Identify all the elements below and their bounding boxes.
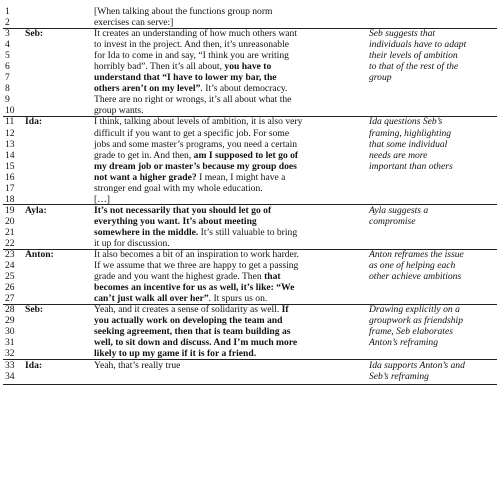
plain-text: There are no right or wrongs, it’s all about what the [94,94,292,106]
transcript-line [5,105,495,116]
line-number: 2 [5,17,10,29]
transcript-line [5,50,495,61]
plain-text: I think, talking about levels of ambition, it is also very [94,116,303,128]
utterance-text [94,194,110,205]
line-number: 26 [5,282,15,294]
utterance-text [94,116,302,127]
utterance-text [94,50,289,61]
speaker-label: Ayla: [25,204,47,216]
line-number: 34 [5,370,15,382]
emphasized-text: becomes an incentive for us as well, it’s like: “We [94,282,295,294]
line-number: 32 [5,348,15,360]
utterance-text [94,139,297,150]
utterance-text [94,282,294,293]
plain-text: it up for discussion. [94,237,170,249]
analytic-comment: as one of helping each [369,260,456,272]
line-number: 13 [5,138,15,150]
analytic-comment: important than others [369,160,453,172]
line-number: 30 [5,326,15,338]
transcript-line [5,116,495,127]
analytic-comment: Drawing explicitly on a [369,304,460,316]
transcript-line [5,348,495,359]
analytic-comment: their levels of ambition [369,50,458,62]
line-number: 28 [5,304,15,316]
plain-text: difficult if you want to get a specific job. For some [94,127,290,139]
plain-text: Yeah, that’s really true [94,359,181,371]
transcript-line [5,315,495,326]
emphasized-text: not want a higher grade? [94,171,197,183]
line-number: 10 [5,105,15,117]
transcript-line [5,249,495,260]
transcript-line [5,337,495,348]
transcript-line [5,150,495,161]
emphasized-text: my dream job or master’s because my group does [94,160,297,172]
utterance-text [94,94,291,105]
speaker-label: Seb: [25,304,44,316]
analytic-comment: individuals have to adapt [369,39,467,51]
line-number: 14 [5,149,15,161]
plain-text: It’s still valuable to bring [198,226,298,238]
utterance-text [94,337,297,348]
utterance-text [94,271,281,282]
analytic-comment: Ayla suggests a [369,204,429,216]
plain-text: I mean, I might have a [196,171,286,183]
emphasized-text: If [281,304,289,316]
plain-text: group wants. [94,105,144,117]
utterance-text [94,183,263,194]
analytic-comment: Ida supports Anton’s and [369,359,465,371]
utterance-text [94,293,267,304]
transcript-line [5,161,495,172]
turn-divider [3,304,497,305]
transcript-line [5,183,495,194]
line-number: 1 [5,6,10,17]
utterance-text [94,249,299,260]
analytic-comment: Ida questions Seb’s [369,116,443,128]
emphasized-text: others aren’t on my level” [94,83,201,95]
transcript-line [5,371,495,382]
transcript-line [5,260,495,271]
transcript-line [5,304,495,315]
plain-text: Yeah, and it creates a sense of solidarity as well. [94,304,282,316]
transcript-line [5,238,495,249]
emphasized-text: you actually work on developing the team and [94,315,283,327]
line-number: 12 [5,127,15,139]
utterance-text [94,227,297,238]
line-number: 27 [5,293,15,305]
line-number: 11 [5,116,15,128]
utterance-text [94,28,297,39]
transcript-line [5,326,495,337]
plain-text: jobs and some master’s programs, you need a certain [94,138,298,150]
analytic-comment: other achieve ambitions [369,271,462,283]
analytic-comment: groupwork as friendship [369,315,463,327]
turn-divider [3,359,497,360]
utterance-text [94,150,298,161]
line-number: 29 [5,315,15,327]
plain-text: to invest in the project. And then, it’s unreasonable [94,39,290,51]
emphasized-text: understand that “I have to lower my bar, the [94,72,277,84]
analytic-comment: that some individual [369,138,448,150]
utterance-text [94,17,173,28]
utterance-text [94,216,257,227]
line-number: 6 [5,61,10,73]
analytic-comment: framing, highlighting [369,127,452,139]
line-number: 19 [5,204,15,216]
speaker-label: Ida: [25,116,43,128]
analytic-comment: Anton’s reframing [369,337,439,349]
speaker-label: Seb: [25,28,44,40]
transcript-line [5,28,495,39]
line-number: 17 [5,182,15,194]
utterance-text [94,205,271,216]
plain-text: . It spurs us on. [208,293,268,305]
utterance-text [94,105,144,116]
utterance-text [94,172,285,183]
plain-text: [When talking about the functions group norm [94,6,273,17]
analytic-comment: frame, Seb elaborates [369,326,453,338]
turn-divider [3,28,497,29]
line-number: 15 [5,160,15,172]
emphasized-text: It’s not necessarily that you should let go of [94,204,272,216]
plain-text: exercises can serve:] [94,17,174,29]
line-number: 25 [5,271,15,283]
transcript-line [5,61,495,72]
transcript-line [5,39,495,50]
plain-text: . It’s about democracy. [200,83,288,95]
utterance-text [94,39,289,50]
plain-text: for Ida to come in and say, “I think you are writing [94,50,289,62]
transcript-line [5,139,495,150]
transcript-line [5,227,495,238]
emphasized-text: you have to [224,61,272,73]
transcript-line [5,72,495,83]
line-number: 33 [5,359,15,371]
emphasized-text: somewhere in the middle. [94,226,199,238]
speaker-label: Anton: [25,249,54,261]
utterance-text [94,260,298,271]
emphasized-text: well, to sit down and discuss. And I’m much more [94,337,298,349]
line-number: 22 [5,237,15,249]
utterance-text [94,360,180,371]
plain-text: grade and you want the highest grade. Then [94,271,265,283]
line-number: 23 [5,249,15,261]
plain-text: It creates an understanding of how much others want [94,28,298,40]
utterance-text [94,61,271,72]
line-number: 21 [5,226,15,238]
emphasized-text: likely to up my game if it is for a friend. [94,348,257,360]
emphasized-text: am I supposed to let go of [193,149,299,161]
line-number: 7 [5,72,10,84]
transcript-line [5,83,495,94]
utterance-text [94,348,256,359]
line-number: 3 [5,28,10,40]
transcript-line [5,271,495,282]
transcript-line [5,94,495,105]
transcript-lines [5,6,495,382]
utterance-text [94,304,289,315]
line-number: 9 [5,94,10,106]
transcript-line [5,6,495,17]
turn-divider [3,116,497,117]
line-number: 16 [5,171,15,183]
speaker-label: Ida: [25,359,43,371]
transcript-line [5,128,495,139]
analytic-comment: to that of the rest of the [369,61,459,73]
turn-divider [3,249,497,250]
analytic-comment: Seb’s reframing [369,370,429,382]
plain-text: horribly bad”. Then it’s all about, [94,61,225,73]
analytic-comment: group [369,72,392,84]
transcript-line [5,17,495,28]
analytic-comment: needs are more [369,149,428,161]
utterance-text [94,72,277,83]
line-number: 31 [5,337,15,349]
transcript-line [5,293,495,304]
line-number: 8 [5,83,10,95]
transcript-line [5,360,495,371]
emphasized-text: seeking agreement, then that is team building as [94,326,291,338]
table-bottom-rule [3,384,497,385]
line-number: 4 [5,39,10,51]
line-number: 24 [5,260,15,272]
analytic-comment: Anton reframes the issue [369,249,464,261]
plain-text: It also becomes a bit of an inspiration to work harder. [94,249,299,261]
utterance-text [94,161,297,172]
analytic-comment: Seb suggests that [369,28,436,40]
transcript-line [5,194,495,205]
turn-divider [3,204,497,205]
line-number: 18 [5,193,15,205]
utterance-text [94,315,282,326]
plain-text: grade to get in. And then, [94,149,194,161]
emphasized-text: everything you want. It’s about meeting [94,215,257,227]
transcript-line [5,216,495,227]
plain-text: If we assume that we three are happy to get a passing [94,260,299,272]
transcript-line [5,282,495,293]
line-number: 20 [5,215,15,227]
utterance-text [94,326,291,337]
utterance-text [94,83,287,94]
utterance-text [94,238,170,249]
emphasized-text: can’t just walk all over her” [94,293,209,305]
line-number: 5 [5,50,10,62]
transcript-line [5,205,495,216]
plain-text: […] [94,193,110,205]
utterance-text [94,6,273,17]
analytic-comment: compromise [369,215,416,227]
utterance-text [94,128,289,139]
transcript-line [5,172,495,183]
emphasized-text: that [264,271,281,283]
plain-text: stronger end goal with my whole education. [94,182,263,194]
